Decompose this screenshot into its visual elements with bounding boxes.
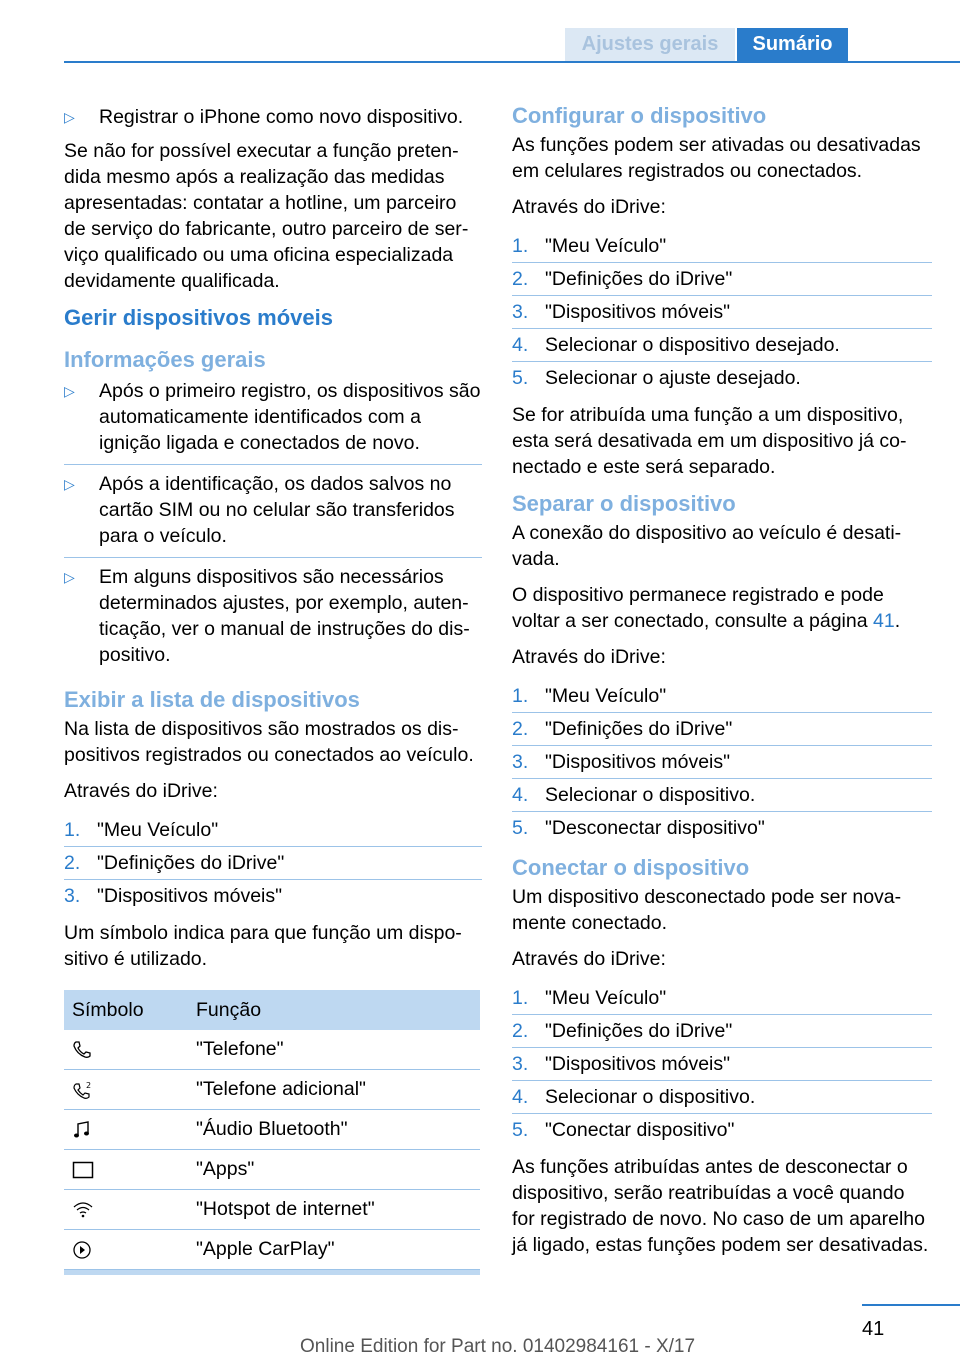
list-item: 3. "Dispositivos móveis" bbox=[64, 879, 482, 912]
list-item: 3. "Dispositivos móveis" bbox=[512, 295, 932, 328]
bullet-text: Após a identificação, os dados salvos no cartão SIM ou no celular são transferidos para o veículo. bbox=[99, 473, 455, 547]
function-cell: "Hotspot de internet" bbox=[188, 1190, 480, 1230]
phone-additional-icon bbox=[72, 1080, 94, 1100]
list-item: 1. "Meu Veículo" bbox=[512, 685, 667, 707]
list-item: 5. Selecionar o ajuste desejado. bbox=[512, 361, 932, 394]
step-text: "Meu Veículo" bbox=[545, 987, 667, 1009]
steps-list bbox=[64, 814, 482, 912]
subheading-exibir: Exibir a lista de dispositivos bbox=[64, 687, 360, 712]
carplay-icon bbox=[72, 1240, 92, 1260]
steps-list-config bbox=[512, 230, 932, 394]
table-header-symbol: Símbolo bbox=[64, 990, 188, 1030]
steps-list-separar bbox=[512, 680, 932, 844]
separar-paragraph: A conexão do dispositivo ao veículo é desativada. bbox=[512, 522, 902, 570]
list-item: 1. "Meu Veículo" bbox=[512, 987, 667, 1009]
bullet-text: Após o primeiro registro, os dispositivos são automaticamente identificados com a ignição ligada e conectados de novo. bbox=[99, 380, 481, 454]
atraves-paragraph: Através do iDrive: bbox=[64, 780, 218, 802]
step-text: "Definições do iDrive" bbox=[545, 1020, 733, 1042]
list-item: 5. "Desconectar dispositivo" bbox=[512, 811, 932, 844]
intro-paragraph: Se não for possível executar a função pretendida mesmo após a realização das medidas apresentadas: contatar a hotline, um parceiro de serviço do fabricante, outro parceiro de serviço qualificado ou uma oficina especializada devidamente qualificada. bbox=[64, 140, 469, 292]
list-item: 4. Selecionar o dispositivo. bbox=[512, 1080, 932, 1113]
atraves-paragraph: Através do iDrive: bbox=[512, 196, 666, 218]
subheading-conectar: Conectar o dispositivo bbox=[512, 855, 750, 880]
table-row bbox=[64, 1190, 480, 1230]
step-text: "Dispositivos móveis" bbox=[97, 885, 283, 907]
subheading-informacoes: Informações gerais bbox=[64, 347, 266, 372]
function-cell: "Apple CarPlay" bbox=[188, 1230, 480, 1270]
list-item: 2. "Definições do iDrive" bbox=[512, 262, 932, 295]
step-text: "Definições do iDrive" bbox=[545, 718, 733, 740]
music-note-icon bbox=[72, 1120, 92, 1140]
table-row bbox=[64, 1110, 480, 1150]
table-row bbox=[64, 1150, 480, 1190]
list-item: 2. "Definições do iDrive" bbox=[64, 846, 482, 879]
list-item: 5. "Conectar dispositivo" bbox=[512, 1113, 932, 1146]
bullet-item bbox=[64, 102, 482, 138]
bullet-text: Em alguns dispositivos são necessários determinados ajustes, por exemplo, autenticação, ver o manual de instruções do dispositivo. bbox=[99, 566, 470, 666]
step-text: "Meu Veículo" bbox=[545, 685, 667, 707]
left-column bbox=[64, 102, 482, 1275]
bullet-text: Registrar o iPhone como novo dispositivo. bbox=[99, 106, 464, 128]
atraves-paragraph: Através do iDrive: bbox=[512, 646, 666, 668]
function-cell: "Telefone adicional" bbox=[188, 1070, 480, 1110]
page-header bbox=[0, 0, 960, 62]
bullet-item bbox=[64, 376, 482, 464]
step-text: "Meu Veículo" bbox=[545, 235, 667, 257]
function-cell: "Áudio Bluetooth" bbox=[188, 1110, 480, 1150]
step-text: "Dispositivos móveis" bbox=[545, 1053, 731, 1075]
phone-icon bbox=[72, 1040, 92, 1060]
right-column bbox=[512, 102, 932, 1268]
subheading-separar: Separar o dispositivo bbox=[512, 491, 736, 516]
header-rule bbox=[64, 61, 960, 63]
triangle-bullet-icon: ▷ bbox=[64, 476, 75, 492]
step-text: Selecionar o ajuste desejado. bbox=[545, 367, 801, 389]
step-text: "Definições do iDrive" bbox=[97, 852, 285, 874]
atraves-paragraph: Através do iDrive: bbox=[512, 948, 666, 970]
triangle-bullet-icon: ▷ bbox=[64, 383, 75, 399]
table-row bbox=[64, 1070, 480, 1110]
triangle-bullet-icon: ▷ bbox=[64, 569, 75, 585]
step-text: Selecionar o dispositivo desejado. bbox=[545, 334, 840, 356]
apps-icon bbox=[72, 1161, 94, 1179]
list-item: 2. "Definições do iDrive" bbox=[512, 1014, 932, 1047]
bullet-item bbox=[64, 464, 482, 557]
list-item: 4. Selecionar o dispositivo. bbox=[512, 778, 932, 811]
table-header-function: Função bbox=[188, 990, 480, 1030]
step-text: "Meu Veículo" bbox=[97, 819, 219, 841]
step-text: "Definições do iDrive" bbox=[545, 268, 733, 290]
step-text: "Dispositivos móveis" bbox=[545, 751, 731, 773]
steps-list-conectar bbox=[512, 982, 932, 1146]
svg-text:2: 2 bbox=[86, 1080, 92, 1090]
sumario-link[interactable]: Sumário bbox=[737, 28, 848, 62]
page-number: 41 bbox=[862, 1318, 885, 1340]
subheading-configurar: Configurar o dispositivo bbox=[512, 103, 767, 128]
list-item: 1. "Meu Veículo" bbox=[512, 235, 667, 257]
wifi-icon bbox=[72, 1201, 94, 1219]
function-cell: "Telefone" bbox=[188, 1030, 480, 1070]
step-text: Selecionar o dispositivo. bbox=[545, 784, 756, 806]
table-row bbox=[64, 1030, 480, 1070]
list-item: 4. Selecionar o dispositivo desejado. bbox=[512, 328, 932, 361]
step-text: "Desconectar dispositivo" bbox=[545, 817, 765, 839]
table-header-row bbox=[64, 990, 480, 1030]
permanece-paragraph: O dispositivo permanece registrado e pode voltar a ser conectado, consulte a página 41. bbox=[512, 584, 901, 632]
edition-footer: Online Edition for Part no. 01402984161 - X/17 bbox=[300, 1336, 696, 1357]
final-paragraph: As funções atribuídas antes de desconectar o dispositivo, serão reatribuídas a você quando for registrado de novo. No caso de um aparelho já ligado, estas funções podem ser desativadas. bbox=[512, 1156, 929, 1256]
function-cell: "Apps" bbox=[188, 1150, 480, 1190]
conectar-paragraph: Um dispositivo desconectado pode ser novamente conectado. bbox=[512, 886, 902, 934]
step-text: "Dispositivos móveis" bbox=[545, 301, 731, 323]
table-row bbox=[64, 1230, 480, 1270]
page-reference-link[interactable]: 41 bbox=[872, 610, 895, 632]
list-item: 1. "Meu Veículo" bbox=[64, 819, 219, 841]
footer-rule bbox=[862, 1304, 960, 1306]
section-heading-gerir: Gerir dispositivos móveis bbox=[64, 305, 333, 330]
lista-paragraph: Na lista de dispositivos são mostrados os dispositivos registrados ou conectados ao veículo. bbox=[64, 718, 474, 766]
list-item: 2. "Definições do iDrive" bbox=[512, 712, 932, 745]
symbol-table bbox=[64, 990, 480, 1270]
bullet-item bbox=[64, 557, 482, 676]
config-after-paragraph: Se for atribuída uma função a um dispositivo, esta será desativada em um dispositivo já conectado e este será separado. bbox=[512, 404, 907, 478]
list-item: 3. "Dispositivos móveis" bbox=[512, 1047, 932, 1080]
step-text: Selecionar o dispositivo. bbox=[545, 1086, 756, 1108]
config-paragraph: As funções podem ser ativadas ou desativadas em celulares registrados ou conectados. bbox=[512, 134, 921, 182]
triangle-bullet-icon: ▷ bbox=[64, 109, 75, 125]
simbolo-paragraph: Um símbolo indica para que função um dispositivo é utilizado. bbox=[64, 922, 462, 970]
ajustes-gerais-link[interactable]: Ajustes gerais bbox=[565, 28, 735, 62]
step-text: "Conectar dispositivo" bbox=[545, 1119, 735, 1141]
list-item: 3. "Dispositivos móveis" bbox=[512, 745, 932, 778]
table-bottom-bar bbox=[64, 1270, 480, 1275]
